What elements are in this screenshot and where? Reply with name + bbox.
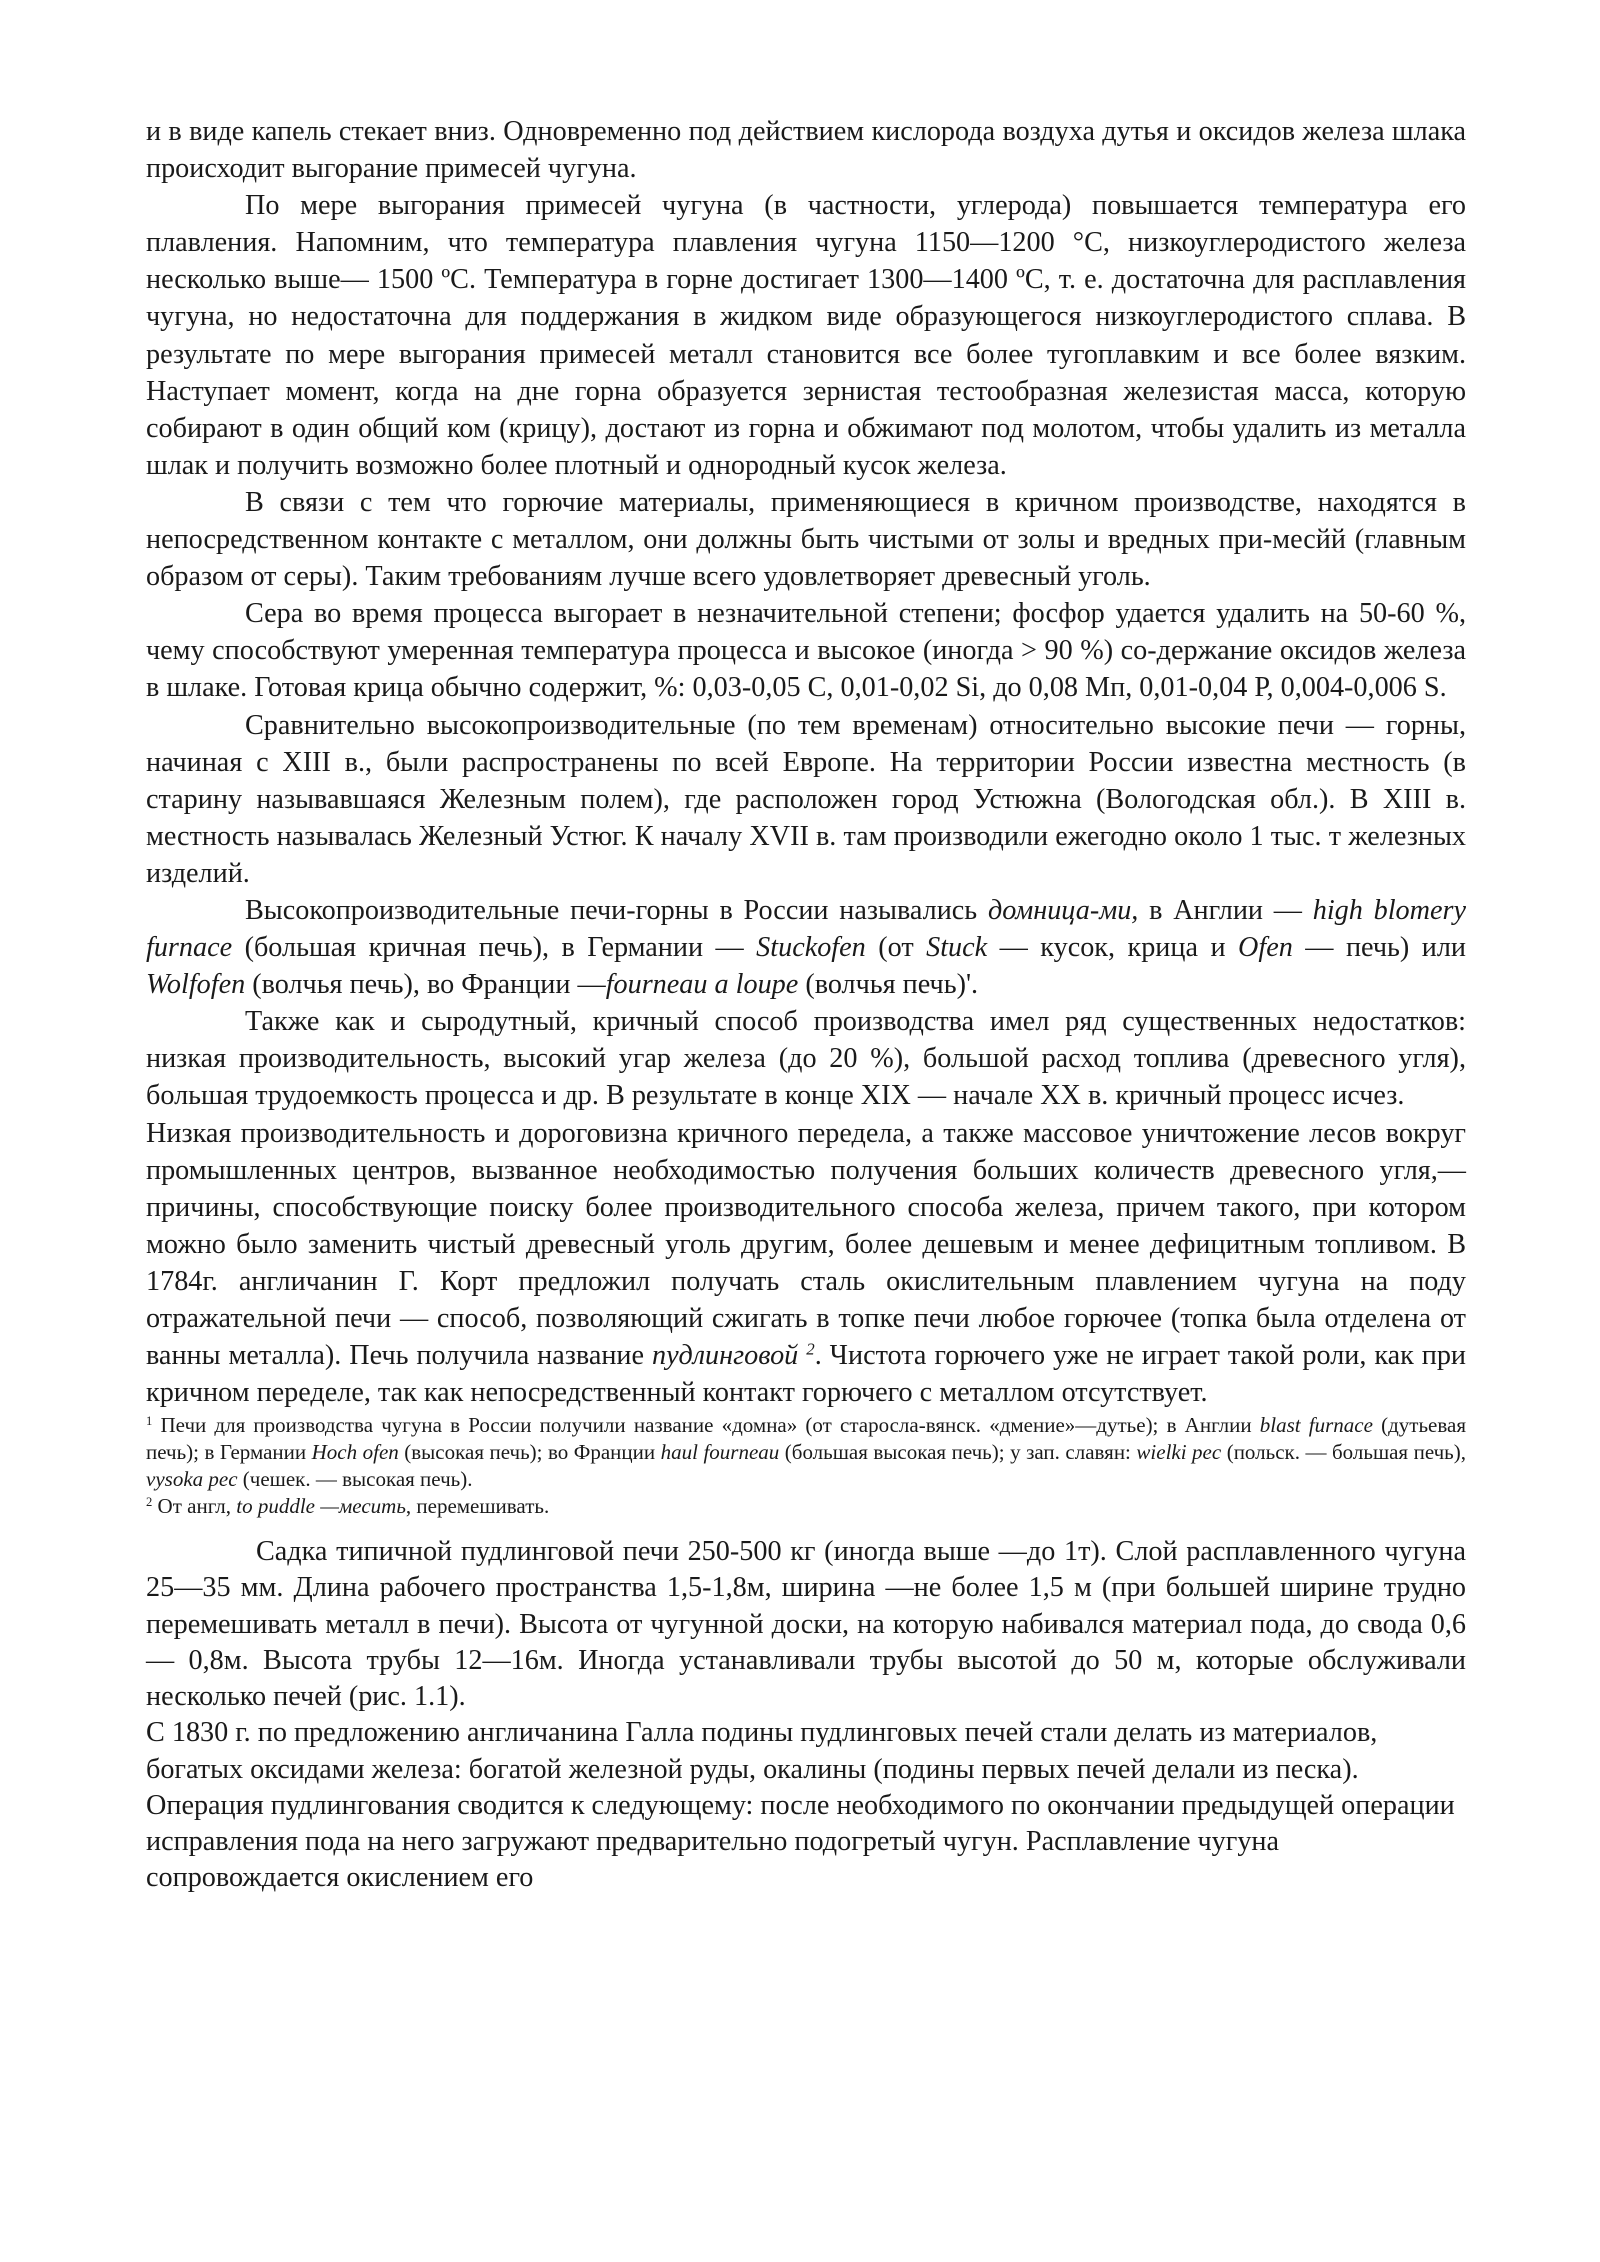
italic-term: Wolfofen [146, 969, 246, 1001]
paragraph [146, 187, 1466, 484]
italic-term: wielki pec [1136, 1440, 1222, 1465]
footnotes [146, 1412, 1466, 1520]
text-run: По мере выгорания примесей чугуна (в частности, углерода) повышается температура его плавления. Напомним, что температура плавления чугуна 1150—1200 °С, низкоуглеродистого железа несколько выше— 1500 ºС. Температура в горне достигает 1300—1400 ºС, т. е. достаточна для расплавления чугуна, но недостаточна для поддержания в жидком виде образующегося низкоуглеродистого сплава. В результате по мере выгорания примесей металл становится все более тугоплавким и все более вязким. Наступает момент, когда на дне горна образуется зернистая тестообразная железистая масса, которую собирают в один общий ком (крицу), достают из горна и обжимают под молотом, чтобы удалить из металла шлак и получить возможно более плотный и однородный кусок железа. [146, 190, 1466, 481]
footnote-marker: 2 [806, 1339, 815, 1359]
italic-term [806, 1340, 814, 1371]
text-run: в Англии — [1138, 894, 1313, 926]
paragraph [146, 1115, 1466, 1412]
italic-term: Stuck [926, 932, 988, 964]
italic-term: to puddle —месить [236, 1494, 406, 1519]
text-run: Печи для производства чугуна в России получили название «домна» (от старосла-вянск. «дмение»—дутье); в Англии [152, 1413, 1260, 1438]
text-run: (волчья печь), во Франции — [245, 969, 606, 1001]
paragraph [146, 1003, 1466, 1114]
italic-term: vysoka pec [146, 1467, 238, 1492]
italic-term: пудлинговой [651, 1340, 799, 1372]
paragraph [146, 1534, 1466, 1715]
text-run: С 1830 г. по предложению англичанина Галла подины пудлинговых печей стали делать из материалов, богатых оксидами железа: богатой железной руды, окалины (подины первых печей делали из песка). Операция пудлингования сводится к следующему: после необходимого по окончании предыдущей операции исправления пода на него загружают предварительно подогретый чугун. Расплавление чугуна сопровождается окислением его [146, 1717, 1455, 1894]
italic-term: Stuckofen [756, 932, 866, 964]
text-run: От англ, [152, 1494, 237, 1519]
text-run: (дутьевая печь); в Германии [146, 1413, 1466, 1465]
body-text-continued [146, 1534, 1466, 1896]
paragraph [146, 113, 1466, 187]
text-run: (высокая печь); во Франции [398, 1440, 661, 1465]
footnote [146, 1493, 1466, 1520]
italic-term: high blomery furnace [146, 894, 1466, 964]
text-run: Сравнительно высокопроизводительные (по тем временам) относительно высокие печи — горны, начиная с XIII в., были распространены по всей Европе. На территории России известна местность (в старину называвшаяся Железным полем), где расположен город Устюжна (Вологодская обл.). В XIII в. местность называлась Железный Устюг. К началу XVII в. там производили ежегодно около 1 тыс. т железных изделий. [146, 709, 1466, 889]
document-page [146, 113, 1466, 1896]
text-run: (большая высокая печь); у зап. славян: [779, 1440, 1137, 1465]
footnote-marker: 2 [146, 1495, 153, 1510]
text-run: — кусок, крица и [987, 932, 1239, 964]
text-run: . Чистота горючего уже не играет такой роли, как при кричном переделе, так как непосредственный контакт горючего с металлом отсутствует. [146, 1340, 1467, 1409]
text-run: Сера во время процесса выгорает в незначительной степени; фосфор удается удалить на 50-60 %, чему способствуют умеренная температура процесса и высокое (иногда > 90 %) со-держание оксидов железа в шлаке. Готовая крица обычно содержит, %: 0,03-0,05 С, 0,01-0,02 Si, до 0,08 Мп, 0,01-0,04 Р, 0,004-0,006 S. [146, 598, 1466, 704]
paragraph [146, 892, 1466, 1003]
text-run: и в виде капель стекает вниз. Одновременно под действием кислорода воздуха дутья и оксидов железа шлака происходит выгорание примесей чугуна. [146, 116, 1466, 185]
italic-term: haul fourneau [660, 1440, 780, 1465]
paragraph [146, 595, 1466, 706]
italic-term: Ofen [1238, 932, 1293, 964]
italic-term: Hoch ofen [311, 1440, 399, 1465]
text-run: (большая кричная печь), в Германии — [232, 932, 757, 964]
italic-term: blast furnace [1259, 1413, 1373, 1438]
footnote [146, 1412, 1466, 1493]
text-run: — печь) или [1292, 932, 1466, 964]
text-run: Также как и сыродутный, кричный способ производства имел ряд существенных недостатков: низкая производительность, высокий угар железа (до 20 %), большой расход топлива (древесного угля), большая трудоемкость процесса и др. В результате в конце XIX — начале XX в. кричный процесс исчез. [146, 1006, 1466, 1112]
text-run: (волчья печь)'. [798, 969, 979, 1001]
paragraph [146, 707, 1466, 892]
text-run: (польск. — большая печь), [1221, 1440, 1467, 1465]
paragraph [146, 484, 1466, 595]
text-run: (чешек. — высокая печь). [237, 1467, 473, 1492]
text-run: Высокопроизводительные печи-горны в России назывались [245, 894, 988, 926]
italic-term: fourneau a loupe [605, 969, 799, 1001]
text-run: Садка типичной пудлинговой печи 250-500 кг (иногда выше —до 1т). Слой расплавленного чугуна 25—35 мм. Длина рабочего пространства 1,5-1,8м, ширина —не более 1,5 м (при большей ширине трудно перемешивать металл в печи). Высота от чугунной доски, на которую набивался материал пода, до свода 0,6— 0,8м. Высота трубы 12—16м. Иногда устанавливали трубы высотой до 50 м, которые обслуживали несколько печей (рис. 1.1). [146, 1536, 1466, 1713]
paragraph [146, 1715, 1466, 1896]
footnote-marker: 1 [146, 1414, 153, 1429]
text-run: , перемешивать. [405, 1494, 550, 1519]
text-run: Низкая производительность и дороговизна кричного передела, а также массовое уничтожение лесов вокруг промышленных центров, вызванное необходимостью получения больших количеств древесного угля,— причины, способствующие поиску более производительного способа железа, причем такого, при котором можно было заменить чистый древесный уголь другим, более дешевым и менее дефицитным топливом. В 1784г. англичанин Г. Корт предложил получать сталь окислительным плавлением чугуна на поду отражательной печи — способ, позволяющий сжигать в топке печи любое горючее (топка была отделена от ванны металла). Печь получила название [146, 1117, 1466, 1372]
italic-term: домница-ми, [987, 894, 1139, 926]
body-text [146, 113, 1466, 1411]
text-run: В связи с тем что горючие материалы, применяющиеся в кричном производстве, находятся в непосредственном контакте с металлом, они должны быть чистыми от золы и вредных при-месйй (главным образом от серы). Таким требованиям лучше всего удовлетворяет древесный уголь. [146, 486, 1466, 593]
text-run: (от [865, 932, 927, 964]
